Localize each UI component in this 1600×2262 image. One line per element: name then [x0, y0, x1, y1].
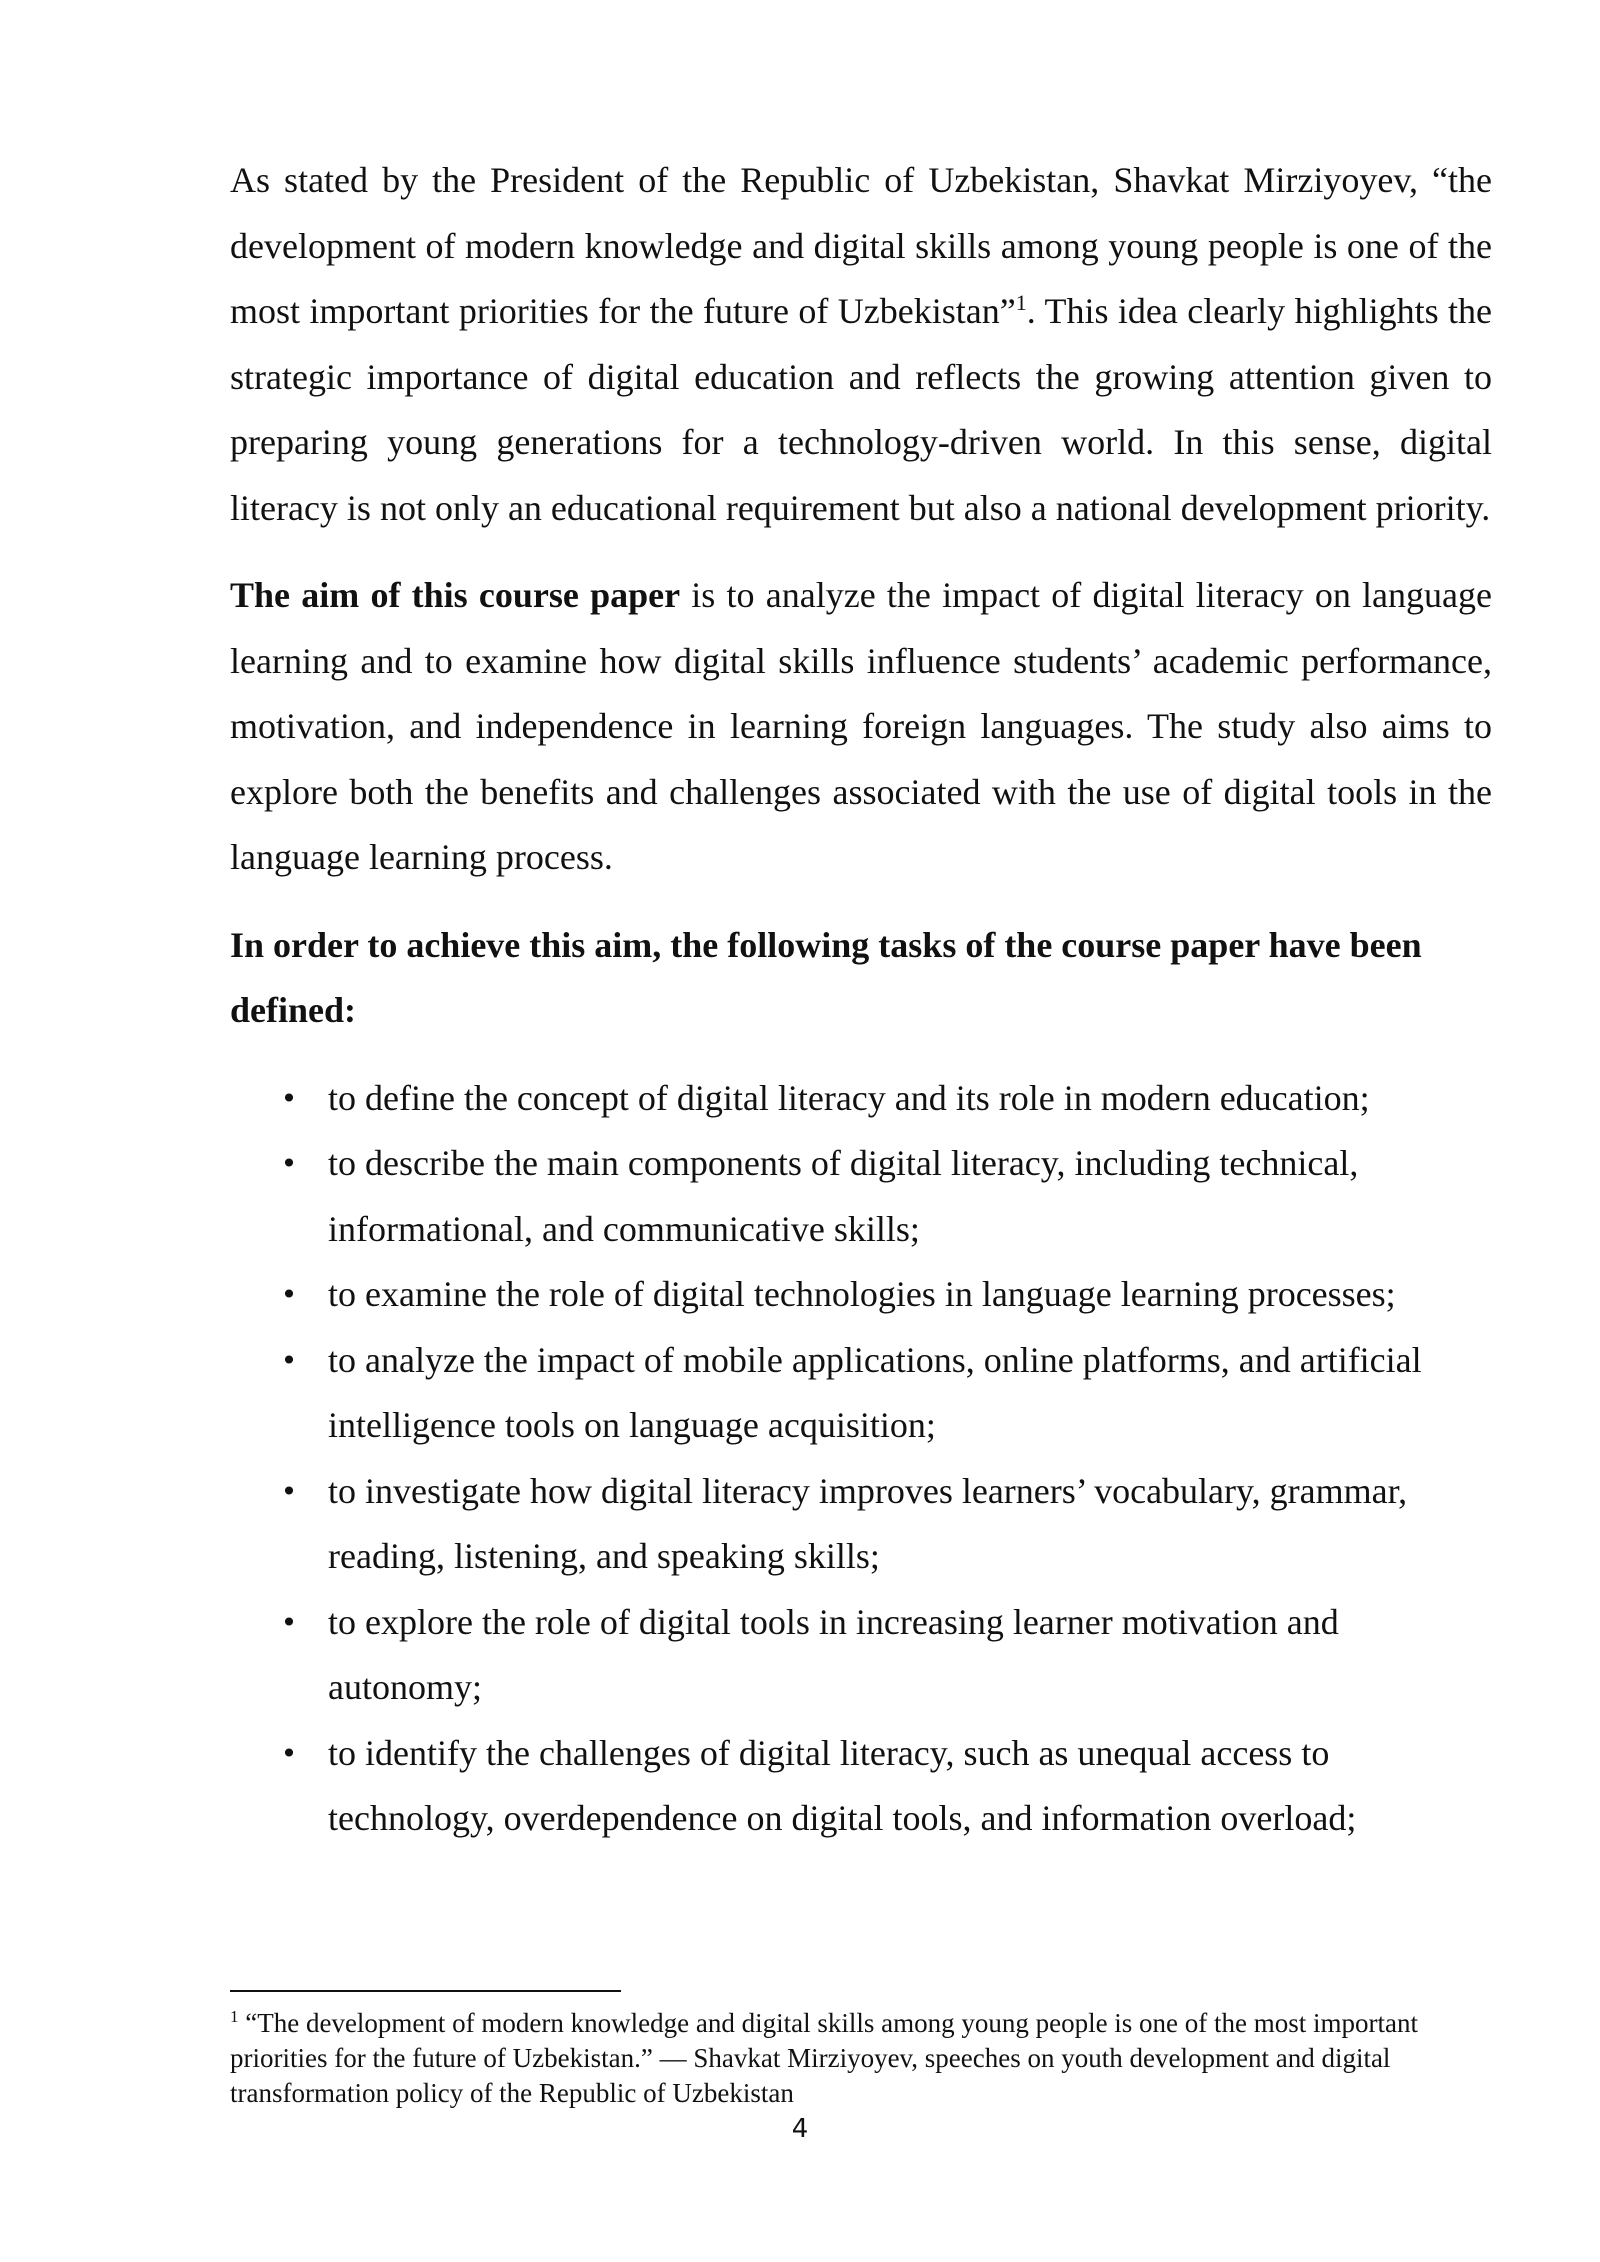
task-text: to examine the role of digital technologies in language learning processes;	[328, 1274, 1396, 1314]
task-item	[230, 1131, 1492, 1262]
task-item	[230, 1262, 1492, 1328]
aim-paragraph	[230, 563, 1492, 891]
bullet-icon: •	[280, 1278, 298, 1311]
bullet-icon: •	[280, 1736, 298, 1770]
tasks-heading: In order to achieve this aim, the following tasks of the course paper have been defined:	[230, 924, 1422, 1030]
aim-text: is to analyze the impact of digital literacy on language learning and to examine how digital skills influence students’ academic performance, motivation, and independence in learning foreign languages. The study also aims to explore both the benefits and challenges associated with the use of digital tools in the language learning process.	[230, 575, 1492, 877]
bullet-icon: •	[280, 1081, 298, 1115]
task-text: to define the concept of digital literacy and its role in modern education;	[328, 1077, 1370, 1118]
page-body	[230, 148, 1492, 1852]
bullet-icon: •	[280, 1343, 298, 1377]
bullet-icon: •	[280, 1605, 298, 1639]
task-text: to identify the challenges of digital literacy, such as unequal access to technology, overdependence on digital tools, and information overload;	[328, 1732, 1357, 1838]
aim-bold-lead: The aim of this course paper	[230, 575, 681, 615]
task-item	[230, 1590, 1492, 1721]
task-item	[230, 1721, 1492, 1852]
task-text: to explore the role of digital tools in increasing learner motivation and autonomy;	[328, 1601, 1339, 1707]
task-text: to analyze the impact of mobile applications, online platforms, and artificial intelligence tools on language acquisition;	[328, 1339, 1422, 1445]
intro-text-before-ref: As stated by the President of the Republic of Uzbekistan, Shavkat Mirziyoyev, “the development of modern knowledge and digital skills among young people is one of the most important priorities for the future of Uzbekistan”	[230, 160, 1492, 331]
intro-paragraph	[230, 148, 1492, 541]
page-number: 4	[791, 2114, 809, 2144]
task-item	[230, 1328, 1492, 1459]
task-text: to investigate how digital literacy improves learners’ vocabulary, grammar, reading, listening, and speaking skills;	[328, 1470, 1408, 1576]
footnote-marker: 1	[230, 2007, 239, 2026]
task-text: to describe the main components of digital literacy, including technical, informational, and communicative skills;	[328, 1143, 1359, 1249]
footnote-divider	[230, 1990, 621, 1992]
intro-text-after-ref: . This idea clearly highlights the strategic importance of digital education and reflects the growing attention given to preparing young generations for a technology-driven world. In this sense, digital literacy is not only an educational requirement but also a national development priority.	[230, 291, 1492, 528]
footnote	[230, 2006, 1492, 2111]
footnote-reference[interactable]: 1	[1015, 290, 1027, 315]
task-item	[230, 1066, 1492, 1132]
footnote-text: “The development of modern knowledge and digital skills among young people is one of the most important priorities for the future of Uzbekistan.” — Shavkat Mirziyoyev, speeches on youth development and digital transformation policy of the Republic of Uzbekistan	[230, 2008, 1419, 2108]
task-item	[230, 1459, 1492, 1590]
tasks-list	[230, 1066, 1492, 1852]
bullet-icon: •	[280, 1474, 298, 1508]
bullet-icon: •	[280, 1147, 298, 1180]
